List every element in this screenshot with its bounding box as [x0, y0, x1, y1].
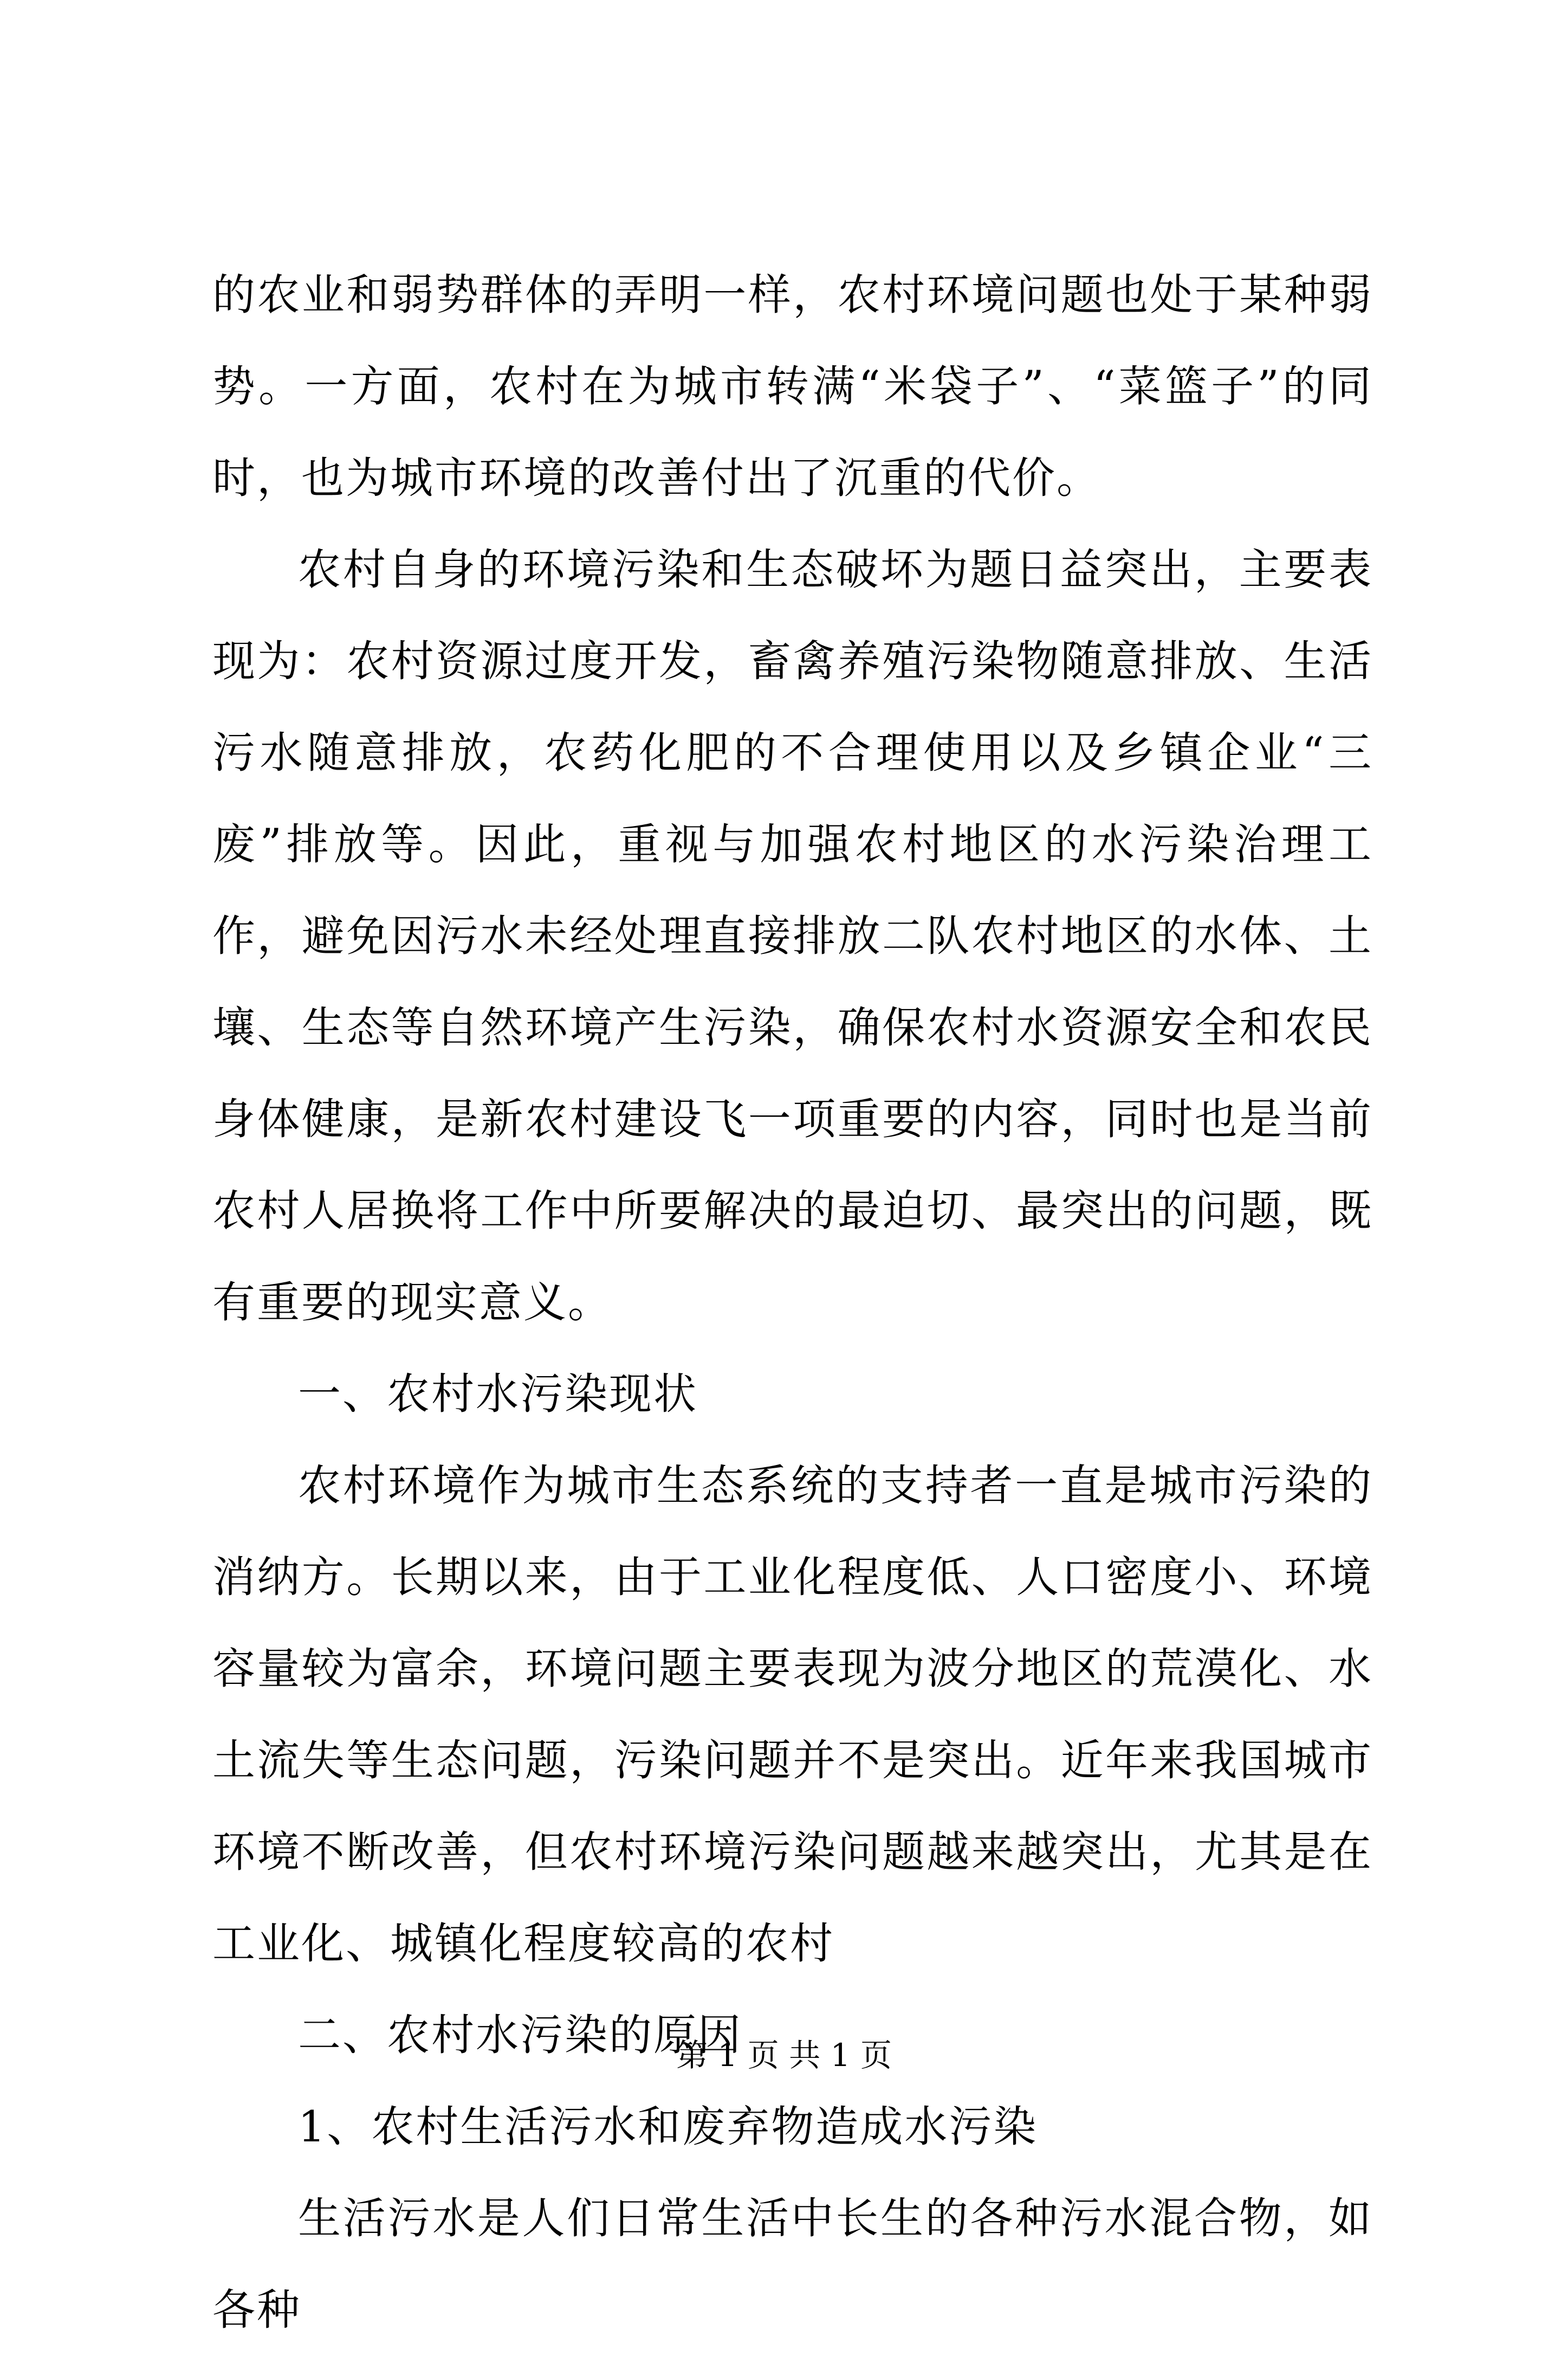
- paragraph-domestic-sewage: 生活污水是人们日常生活中长生的各种污水混合物，如各种: [212, 2193, 1373, 2335]
- paragraph-continuation: 的农业和弱势群体的弄明一样，农村环境问题也处于某种弱势。一方面，农村在为城市转满“米袋子”、“菜篮子”的同时，也为城市环境的改善付出了沉重的代价。: [212, 270, 1373, 503]
- section-heading-1: 一、农村水污染现状: [298, 1369, 698, 1419]
- section-heading-2: 二、农村水污染的原因: [298, 2010, 742, 2060]
- page-footer: 第 1 页 共 1 页: [676, 2037, 892, 2074]
- subsection-heading-1: 1、农村生活污水和废弃物造成水污染: [298, 2102, 1038, 2152]
- paragraph-rural-pollution: 农村自身的环境污染和生态破坏为题日益突出，主要表现为：农村资源过度开发，畜禽养殖污染物随意排放、生活污水随意排放，农药化肥的不合理使用以及乡镇企业“三废”排放等。因此，重视与加强农村地区的水污染治理工作，避免因污水未经处理直接排放二队农村地区的水体、土壤、生态等自然环境产生污染，确保农村水资源安全和农民身体健康，是新农村建设飞一项重要的内容，同时也是当前农村人居换将工作中所要解决的最迫切、最突出的问题，既有重要的现实意义。: [212, 545, 1373, 1327]
- paragraph-current-status: 农村环境作为城市生态系统的支持者一直是城市污染的消纳方。长期以来，由于工业化程度低、人口密度小、环境容量较为富余，环境问题主要表现为波分地区的荒漠化、水土流失等生态问题，污染问题并不是突出。近年来我国城市环境不断改善，但农村环境污染问题越来越突出，尤其是在工业化、城镇化程度较高的农村: [212, 1461, 1373, 1968]
